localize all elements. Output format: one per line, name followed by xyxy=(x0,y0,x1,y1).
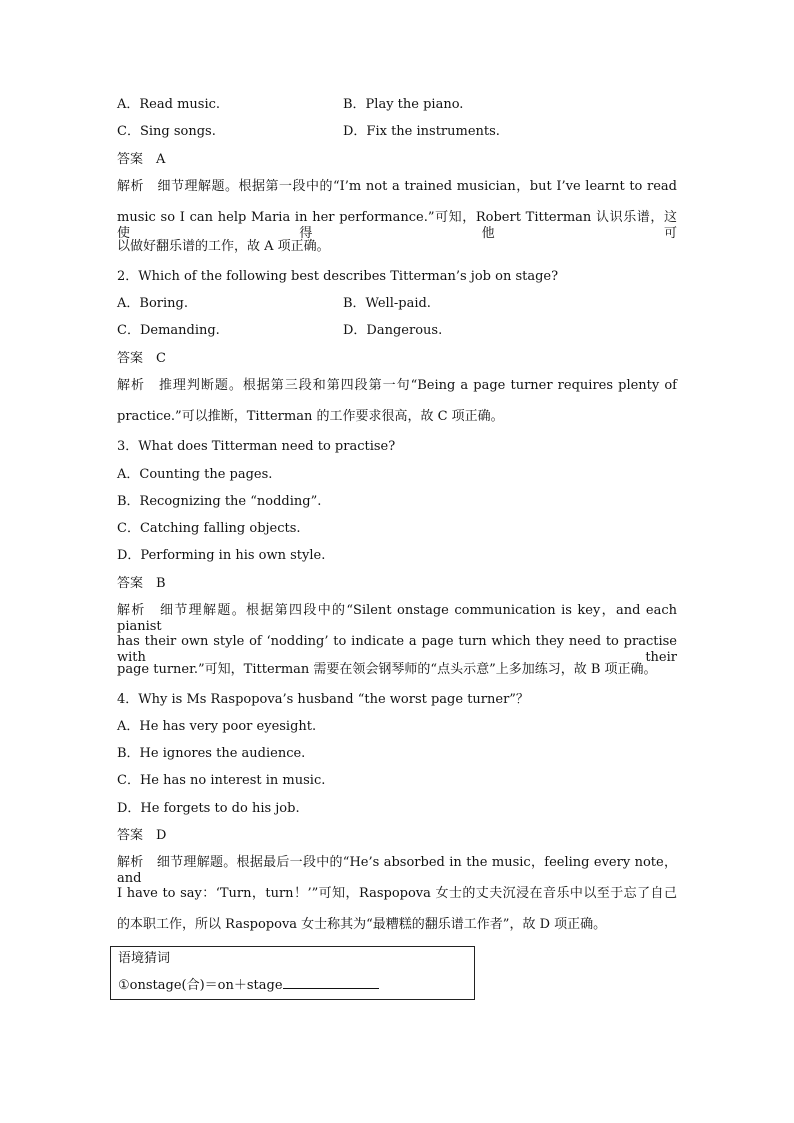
q2-option-c: C．Demanding. xyxy=(117,323,220,338)
q4-option-b: B．He ignores the audience. xyxy=(117,746,306,761)
vocab-box xyxy=(110,946,475,1000)
q1-answer: 答案 A xyxy=(117,152,166,167)
q3-option-d: D．Performing in his own style. xyxy=(117,548,326,563)
vocab-answer-blank[interactable] xyxy=(283,976,379,989)
q1-analysis-line-1: 解析 细节理解题。根据第一段中的“I’m not a trained musician，but I’ve learnt to read xyxy=(117,179,677,194)
q2-option-d: D．Dangerous. xyxy=(343,323,443,338)
q2-option-b: B．Well-paid. xyxy=(343,296,431,311)
q4-analysis-line-2: I have to say：‘Turn，turn！’”可知，Raspopova 女士的丈夫沉浸在音乐中以至于忘了自己 xyxy=(117,886,677,901)
q2-option-a: A．Boring. xyxy=(117,296,188,311)
q1-option-a: A．Read music. xyxy=(117,97,221,112)
q4-option-c: C．He has no interest in music. xyxy=(117,773,326,788)
q1-option-c: C．Sing songs. xyxy=(117,124,216,139)
q3-analysis-line-2: has their own style of ‘nodding’ to indicate a page turn which they need to practise with their xyxy=(117,634,677,665)
q4-analysis-line-1: 解析 细节理解题。根据最后一段中的“He’s absorbed in the music，feeling every note，and xyxy=(117,855,677,886)
q3-analysis-line-1: 解析 细节理解题。根据第四段中的“Silent onstage communication is key，and each pianist xyxy=(117,603,677,634)
q2-analysis-line-1: 解析 推理判断题。根据第三段和第四段第一句“Being a page turner requires plenty of xyxy=(117,378,677,393)
q4-question: 4．Why is Ms Raspopova’s husband “the worst page turner”？ xyxy=(117,692,529,707)
q1-option-b: B．Play the piano. xyxy=(343,97,464,112)
vocab-item-text: ①onstage(合)＝on＋stage xyxy=(118,978,283,993)
q3-answer: 答案 B xyxy=(117,576,166,591)
vocab-title: 语境猜词 xyxy=(118,951,171,966)
q3-analysis-line-3: page turner.”可知，Titterman 需要在领会钢琴师的“点头示意”上多加练习，故 B 项正确。 xyxy=(117,662,657,677)
q3-option-a: A．Counting the pages. xyxy=(117,467,273,482)
q4-option-d: D．He forgets to do his job. xyxy=(117,801,300,816)
q1-option-d: D．Fix the instruments. xyxy=(343,124,500,139)
q4-answer: 答案 D xyxy=(117,828,167,843)
q3-question: 3．What does Titterman need to practise? xyxy=(117,439,396,454)
q3-option-c: C．Catching falling objects. xyxy=(117,521,301,536)
q3-option-b: B．Recognizing the “nodding”. xyxy=(117,494,322,509)
q1-analysis-line-3: 以做好翻乐谱的工作，故 A 项正确。 xyxy=(117,239,330,254)
q2-answer: 答案 C xyxy=(117,351,166,366)
q2-question: 2．Which of the following best describes Titterman’s job on stage? xyxy=(117,269,559,284)
q4-option-a: A．He has very poor eyesight. xyxy=(117,719,317,734)
vocab-item xyxy=(118,976,379,994)
q2-analysis-line-2: practice.”可以推断，Titterman 的工作要求很高，故 C 项正确。 xyxy=(117,409,504,424)
q1-analysis-line-2: music so I can help Maria in her performance.”可知，Robert Titterman 认识乐谱，这使得他可 xyxy=(117,210,677,241)
q4-analysis-line-3: 的本职工作，所以 Raspopova 女士称其为“最糟糕的翻乐谱工作者”，故 D 项正确。 xyxy=(117,917,607,932)
